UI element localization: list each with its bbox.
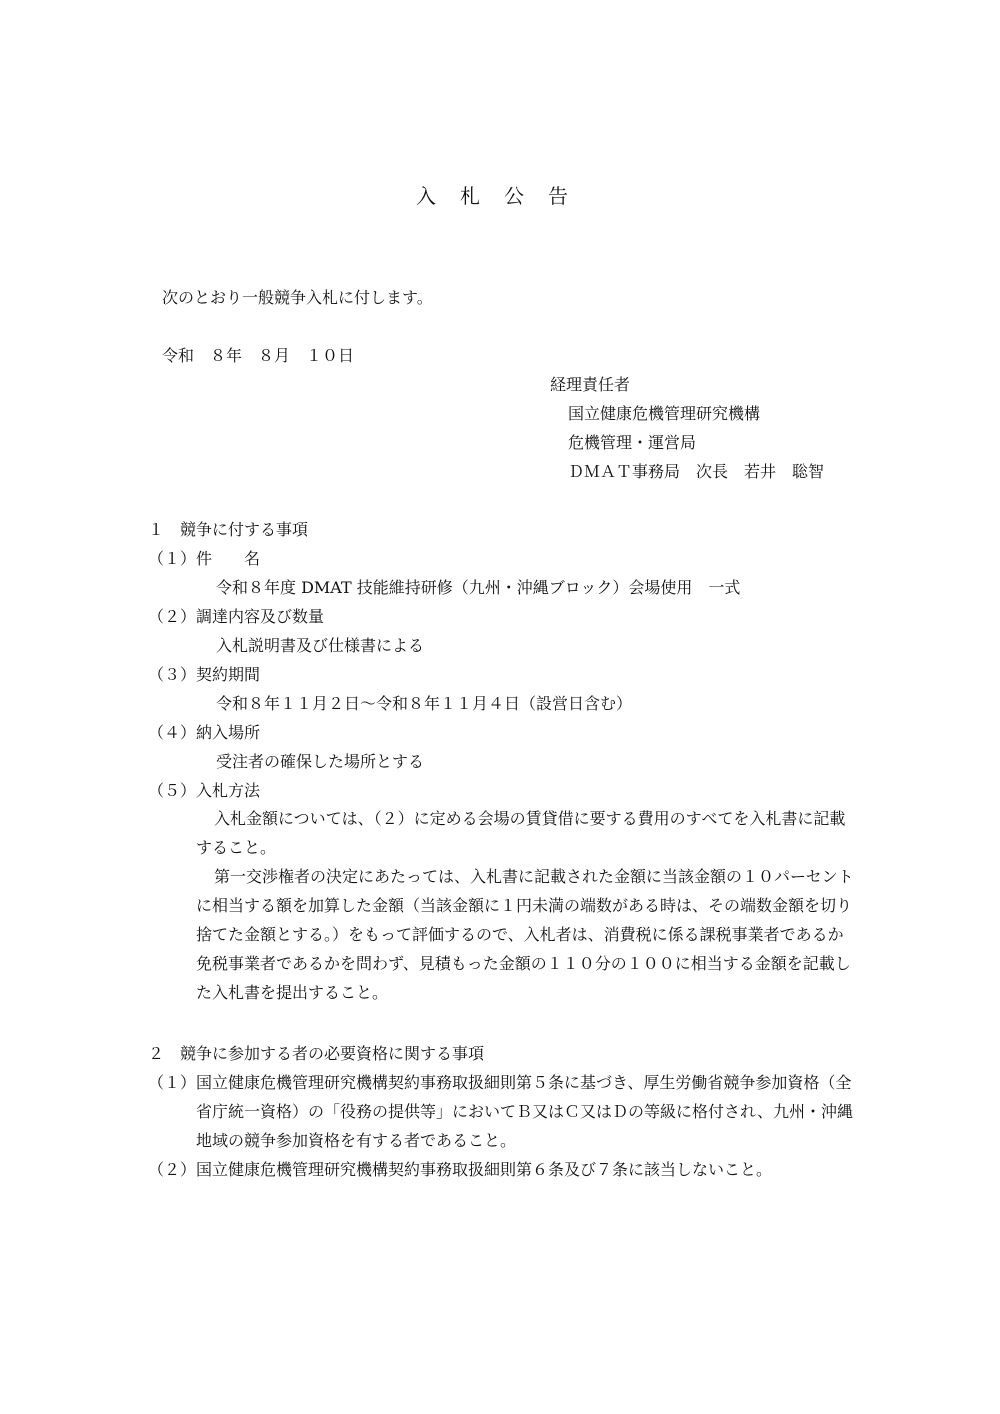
notice-date: 令和 ８年 ８月 １０日 bbox=[162, 346, 355, 365]
item4-label: （４）納入場所 bbox=[148, 723, 261, 742]
issuer-dept: 危機管理・運営局 bbox=[568, 433, 697, 452]
section1-heading: １ 競争に付する事項 bbox=[148, 520, 309, 539]
item3-label: （３）契約期間 bbox=[148, 665, 261, 684]
issuer-role: 経理責任者 bbox=[550, 375, 631, 394]
item3-content: 令和８年１１月２日～令和８年１１月４日（設営日含む） bbox=[216, 694, 633, 713]
item1-label: （１）件 名 bbox=[148, 549, 261, 568]
section2-item1-label: （１） bbox=[148, 1073, 197, 1092]
item2-content: 入札説明書及び仕様書による bbox=[216, 636, 425, 655]
section2-heading: ２ 競争に参加する者の必要資格に関する事項 bbox=[148, 1044, 485, 1063]
intro-text: 次のとおり一般競争入札に付します。 bbox=[162, 288, 433, 307]
section2-item2: 国立健康危機管理研究機構契約事務取扱細則第６条及び７条に該当しないこと。 bbox=[196, 1160, 773, 1179]
item2-label: （２）調達内容及び数量 bbox=[148, 607, 325, 626]
issuer-org: 国立健康危機管理研究機構 bbox=[568, 404, 761, 423]
method-paragraph-2: 第一交渉権者の決定にあたっては、入札書に記載された金額に当該金額の１０パーセントに相当する額を加算した金額（当該金額に１円未満の端数がある時は、その端数金額を切り捨てた金額とする。）をもって評価するので、入札者は、消費税に係る課税事業者であるか免税事業者であるかを問わず、見積もった金額の１１０分の１００に相当する金額を記載した入札書を提出すること。 bbox=[196, 867, 854, 1002]
section2-item2-label: （２） bbox=[148, 1160, 197, 1179]
issuer-person: ＤＭＡＴ事務局 次長 若井 聡智 bbox=[568, 462, 825, 481]
item5-label: （５）入札方法 bbox=[148, 781, 261, 800]
item4-content: 受注者の確保した場所とする bbox=[216, 752, 425, 771]
item1-content: 令和８年度 DMAT 技能維持研修（九州・沖縄ブロック）会場使用 一式 bbox=[216, 578, 741, 597]
page-title: 入札公告 bbox=[416, 184, 592, 208]
method-paragraph-1: 入札金額については、（２）に定める会場の賃貸借に要する費用のすべてを入札書に記載すること。 bbox=[196, 809, 846, 857]
section2-item1 bbox=[196, 1068, 860, 1155]
section2-item1-text: 国立健康危機管理研究機構契約事務取扱細則第５条に基づき、厚生労働省競争参加資格（全省庁統一資格）の「役務の提供等」においてＢ又はＣ又はＤの等級に格付され、九州・沖縄地域の競争参加資格を有する者であること。 bbox=[196, 1073, 853, 1150]
